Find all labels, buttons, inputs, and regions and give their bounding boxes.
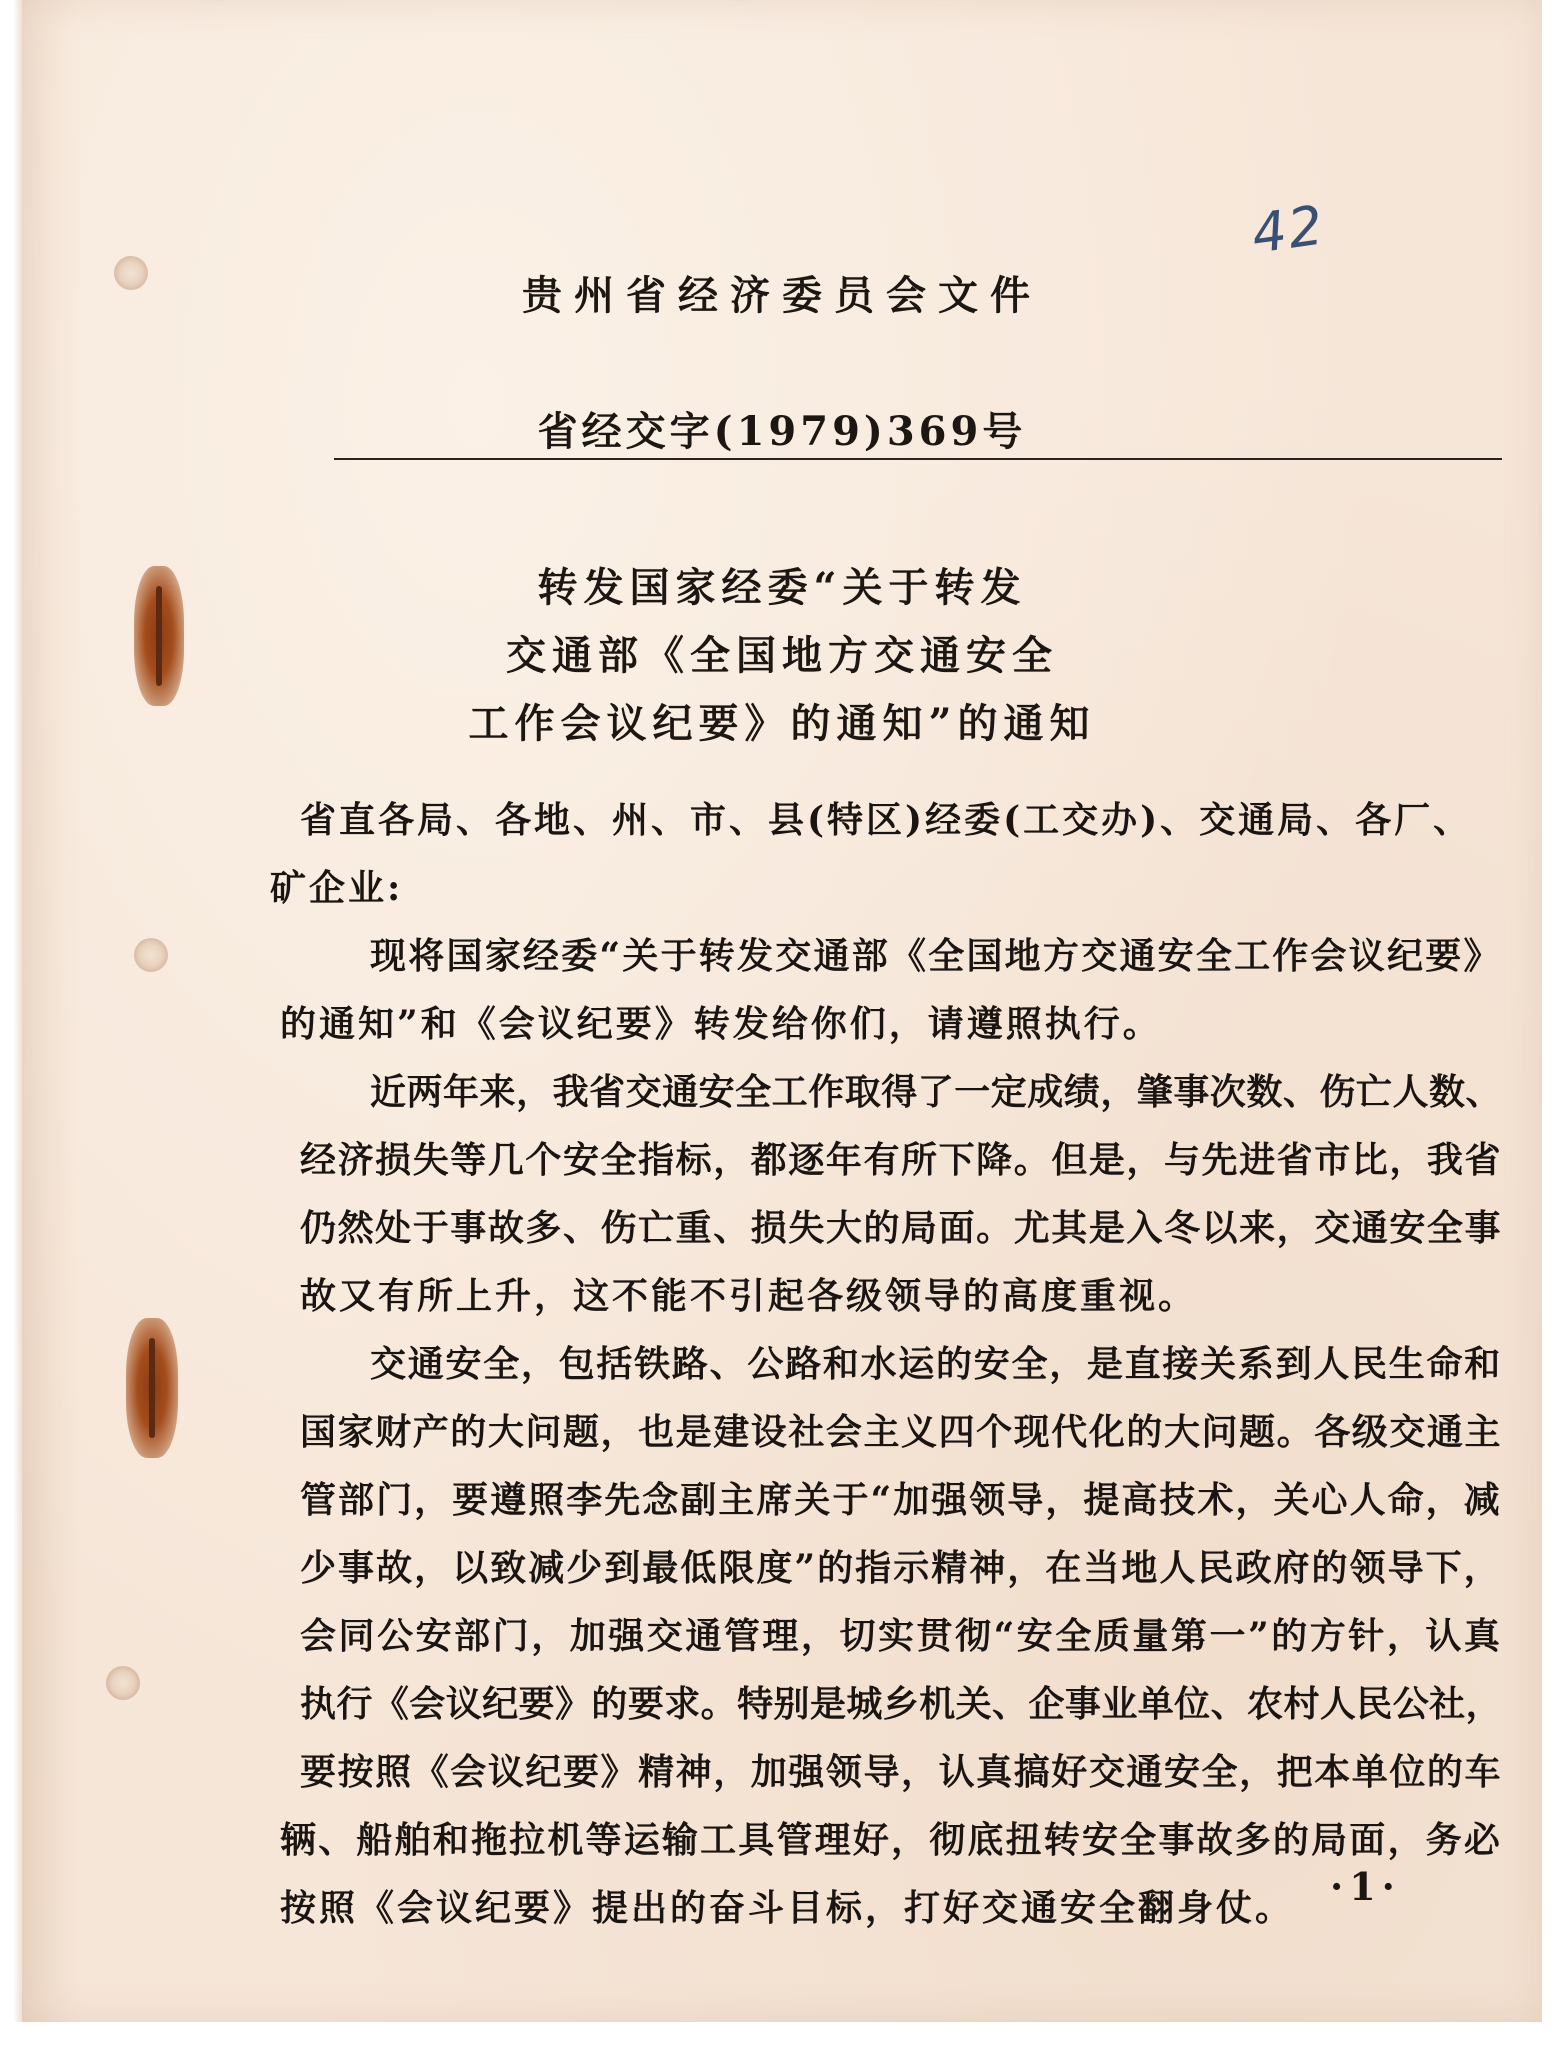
scan-bottom-margin [0,2022,1562,2056]
punch-hole [106,1666,140,1700]
body-line: 经济损失等几个安全指标，都逐年有所下降。但是，与先进省市比，我省 [300,1139,1503,1181]
handwritten-page-number: 42 [1247,193,1329,266]
scan-edge [0,0,22,2056]
body-line: 辆、船舶和拖拉机等运输工具管理好，彻底扭转安全事故多的局面，务必 [280,1819,1503,1861]
body-line: 现将国家经委“关于转发交通部《全国地方交通安全工作会议纪要》 [370,935,1502,977]
header-divider [334,458,1502,460]
title-line: 工作会议纪要》的通知”的通知 [468,700,1096,747]
body-line: 故又有所上升，这不能不引起各级领导的高度重视。 [300,1275,1198,1317]
document-number: 省经交字(1979)369号 [537,408,1027,455]
punch-hole [134,938,168,972]
body-line: 管部门，要遵照李先念副主席关于“加强领导，提高技术，关心人命，减 [300,1479,1502,1521]
document-issuer-header: 贵州省经济委员会文件 [522,272,1042,319]
body-line: 要按照《会议纪要》精神，加强领导，认真搞好交通安全，把本单位的车 [300,1751,1503,1793]
body-line: 国家财产的大问题，也是建设社会主义四个现代化的大问题。各级交通主 [300,1411,1503,1453]
page-footer-number: ·1· [1330,1864,1401,1909]
body-line: 仍然处于事故多、伤亡重、损失大的局面。尤其是入冬以来，交通安全事 [300,1207,1503,1249]
body-line: 近两年来，我省交通安全工作取得了一定成绩，肇事次数、伤亡人数、 [370,1071,1503,1113]
document-page [22,0,1542,2022]
body-line: 的通知”和《会议纪要》转发给你们，请遵照执行。 [280,1003,1162,1045]
title-line: 交通部《全国地方交通安全 [506,632,1058,679]
addressee-line: 矿企业: [270,867,404,909]
staple [149,1338,155,1438]
body-line: 按照《会议纪要》提出的奋斗目标，打好交通安全翻身仗。 [280,1887,1295,1929]
addressee-line: 省直各局、各地、州、市、县(特区)经委(工交办)、交通局、各厂、 [300,799,1473,841]
body-line: 会同公安部门，加强交通管理，切实贯彻“安全质量第一”的方针，认真 [300,1615,1503,1657]
body-line: 交通安全，包括铁路、公路和水运的安全，是直接关系到人民生命和 [370,1343,1503,1385]
title-line: 转发国家经委“关于转发 [537,564,1027,611]
body-line: 执行《会议纪要》的要求。特别是城乡机关、企事业单位、农村人民公社， [300,1683,1503,1725]
body-line: 少事故，以致减少到最低限度”的指示精神，在当地人民政府的领导下， [300,1547,1502,1589]
